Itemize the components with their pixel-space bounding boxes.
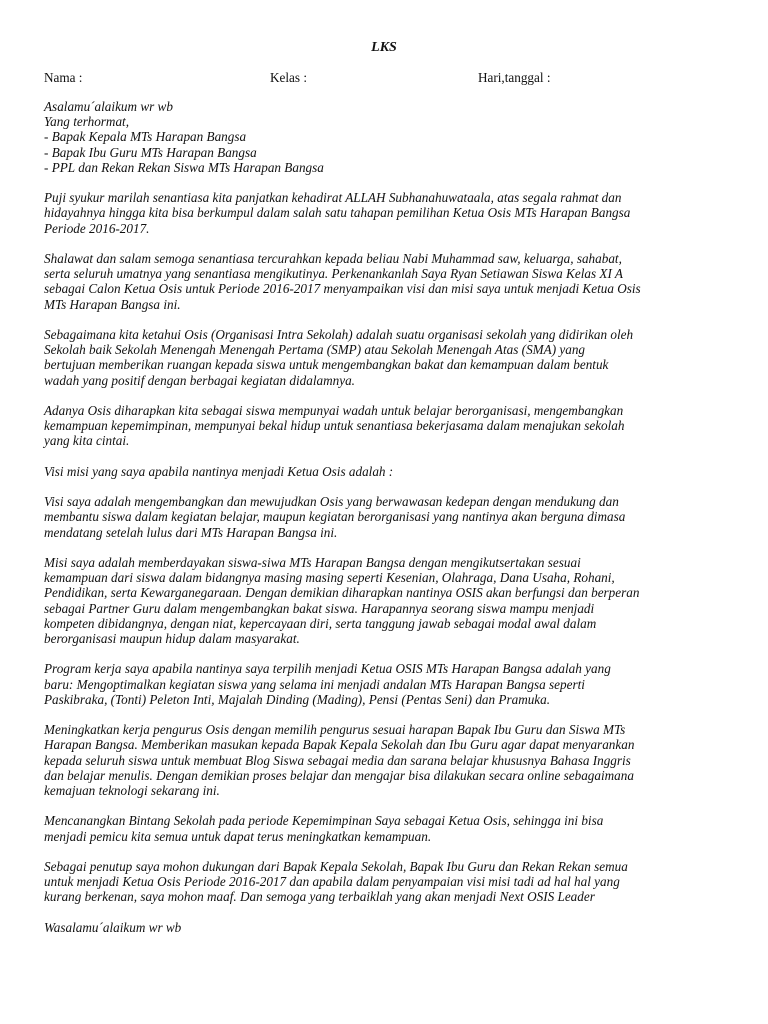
paragraph-line: kemampuan kepemimpinan, mempunyai bekal hidup untuk senantiasa bekerjasama dalam menajukan sekolah xyxy=(44,418,625,434)
paragraph-line: Sebagai penutup saya mohon dukungan dari Bapak Kepala Sekolah, Bapak Ibu Guru dan Rekan Rekan semua xyxy=(44,858,628,874)
paragraph-line: Visi saya adalah mengembangkan dan mewujudkan Osis yang berwawasan kedepan dengan mendukung dan xyxy=(44,494,619,510)
paragraph-line: Shalawat dan salam semoga senantiasa tercurahkan kepada beliau Nabi Muhammad saw, keluarga, sahabat, xyxy=(44,251,622,266)
addressee-item: - Bapak Kepala MTs Harapan Bangsa xyxy=(44,129,247,145)
paragraph-visi-misi-intro xyxy=(44,464,732,479)
nama-label: Nama : xyxy=(44,70,83,85)
paragraph-visi xyxy=(44,494,732,540)
paragraph-line: sebagai Partner Guru dalam mengembangkan bakat siswa. Harapannya seorang siswa mampu menjadi xyxy=(44,600,595,616)
paragraph-line: sebagai Calon Ketua Osis untuk Periode 2016-2017 menyampaikan visi dan misi saya untuk menjadi Ketua Osis xyxy=(44,281,641,297)
salutation: Asalamu´alaikum wr wb xyxy=(44,99,173,114)
letter-body xyxy=(44,99,732,950)
paragraph-line: mendatang setelah lulus dari MTs Harapan Bangsa ini. xyxy=(44,524,338,540)
paragraph-line: membantu siswa dalam kegiatan belajar, maupun kegiatan berorganisasi yang nantinya akan berguna dimasa xyxy=(44,509,626,525)
kelas-label: Kelas : xyxy=(270,70,307,85)
paragraph-osis-definition xyxy=(44,327,732,388)
paragraph-line: Meningkatkan kerja pengurus Osis dengan memilih pengurus sesuai harapan Bapak Ibu Guru dan Siswa MTs xyxy=(44,722,626,738)
paragraph-program-kerja xyxy=(44,661,732,707)
addressee-intro: Yang terhormat, xyxy=(44,114,130,130)
paragraph-line: wadah yang positif dengan berbagai kegiatan didalamnya. xyxy=(44,372,355,388)
paragraph-line: Puji syukur marilah senantiasa kita panjatkan kehadirat ALLAH Subhanahuwataala, atas segala rahmat dan xyxy=(44,190,622,206)
paragraph-line: MTs Harapan Bangsa ini. xyxy=(44,296,181,312)
paragraph-line: menjadi pemicu kita semua untuk dapat terus meningkatkan kemampuan. xyxy=(44,828,432,844)
paragraph-misi xyxy=(44,555,732,646)
paragraph-line: Pendidikan, serta Kewarganegaraan. Dengan demikian diharapkan nantinya OSIS akan berfungsi dan berperan xyxy=(44,585,640,601)
paragraph-line: kemampuan dari siswa dalam bidangnya masing masing seperti Kesenian, Olahraga, Dana Usaha, Rohani, xyxy=(44,570,615,586)
paragraph-line: kepada seluruh siswa untuk membuat Blog Siswa sebagai media dan sarana belajar khususnya Bahasa Inggris xyxy=(44,752,631,768)
paragraph-line: Periode 2016-2017. xyxy=(44,220,150,236)
paragraph-line: yang kita cintai. xyxy=(44,433,130,449)
paragraph-line: Adanya Osis diharapkan kita sebagai siswa mempunyai wadah untuk belajar berorganisasi, mengembangkan xyxy=(44,403,624,418)
paragraph-line: dan belajar menulis. Dengan demikian proses belajar dan mengajar bisa dilakukan secara online sebagaimana xyxy=(44,767,634,783)
paragraph-line: Paskibraka, (Tonti) Peleton Inti, Majalah Dinding (Mading), Pensi (Pentas Seni) dan Pramuka. xyxy=(44,691,551,707)
paragraph-line: hidayahnya hingga kita bisa berkumpul dalam salah satu tahapan pemilihan Ketua Osis MTs Harapan Bangsa xyxy=(44,205,631,221)
closing-salutation: Wasalamu´alaikum wr wb xyxy=(44,919,182,935)
greeting-block xyxy=(44,99,732,175)
header-fields xyxy=(44,70,744,86)
paragraph-line: kemajuan teknologi sekarang ini. xyxy=(44,783,220,798)
paragraph-line: Mencanangkan Bintang Sekolah pada periode Kepemimpinan Saya sebagai Ketua Osis, sehingga ini bisa xyxy=(44,813,604,829)
paragraph-opening xyxy=(44,190,732,236)
paragraph-penutup xyxy=(44,859,732,905)
paragraph-line: serta seluruh umatnya yang senantiasa mengikutinya. Perkenankanlah Saya Ryan Setiawan Siswa Kelas XI A xyxy=(44,266,623,282)
paragraph-line: Harapan Bangsa. Memberikan masukan kepada Bapak Kepala Sekolah dan Ibu Guru agar dapat menyarankan xyxy=(44,737,635,753)
addressee-item: - PPL dan Rekan Rekan Siswa MTs Harapan Bangsa xyxy=(44,159,324,175)
paragraph-line: baru: Mengoptimalkan kegiatan siswa yang selama ini menjadi andalan MTs Harapan Bangsa seperti xyxy=(44,676,585,692)
paragraph-line: kompeten dibidangnya, dengan niat, kepercayaan diri, serta tanggung jawab sebagai modal awal dalam xyxy=(44,615,597,631)
paragraph-bintang-sekolah xyxy=(44,813,732,843)
paragraph-line: Visi misi yang saya apabila nantinya menjadi Ketua Osis adalah : xyxy=(44,463,394,479)
hari-tanggal-label: Hari,tanggal : xyxy=(478,70,551,85)
closing-block xyxy=(44,920,732,935)
addressee-item: - Bapak Ibu Guru MTs Harapan Bangsa xyxy=(44,144,257,160)
paragraph-line: berorganisasi maupun hidup dalam masyarakat. xyxy=(44,631,300,646)
paragraph-shalawat xyxy=(44,251,732,312)
paragraph-line: Sebagaimana kita ketahui Osis (Organisasi Intra Sekolah) adalah suatu organisasi sekolah yang didirikan oleh xyxy=(44,327,634,342)
paragraph-line: Misi saya adalah memberdayakan siswa-siwa MTs Harapan Bangsa dengan mengikutsertakan sesuai xyxy=(44,554,581,570)
paragraph-line: bertujuan memberikan ruangan kepada siswa untuk mengembangkan bakat dan kemampuan dalam bentuk xyxy=(44,357,609,373)
document-title: LKS xyxy=(371,40,397,55)
paragraph-osis-purpose xyxy=(44,403,732,449)
paragraph-line: Sekolah baik Sekolah Menengah Menengah Pertama (SMP) atau Sekolah Menengah Atas (SMA) yang xyxy=(44,342,586,358)
paragraph-meningkatkan xyxy=(44,722,732,798)
paragraph-line: Program kerja saya apabila nantinya saya terpilih menjadi Ketua OSIS MTs Harapan Bangsa adalah yang xyxy=(44,661,611,677)
paragraph-line: untuk menjadi Ketua Osis Periode 2016-2017 dan apabila dalam penyampaian visi misi tadi ad hal hal yang xyxy=(44,874,620,890)
paragraph-line: kurang berkenan, saya mohon maaf. Dan semoga yang terbaiklah yang akan menjadi Next OSIS Leader xyxy=(44,889,595,905)
